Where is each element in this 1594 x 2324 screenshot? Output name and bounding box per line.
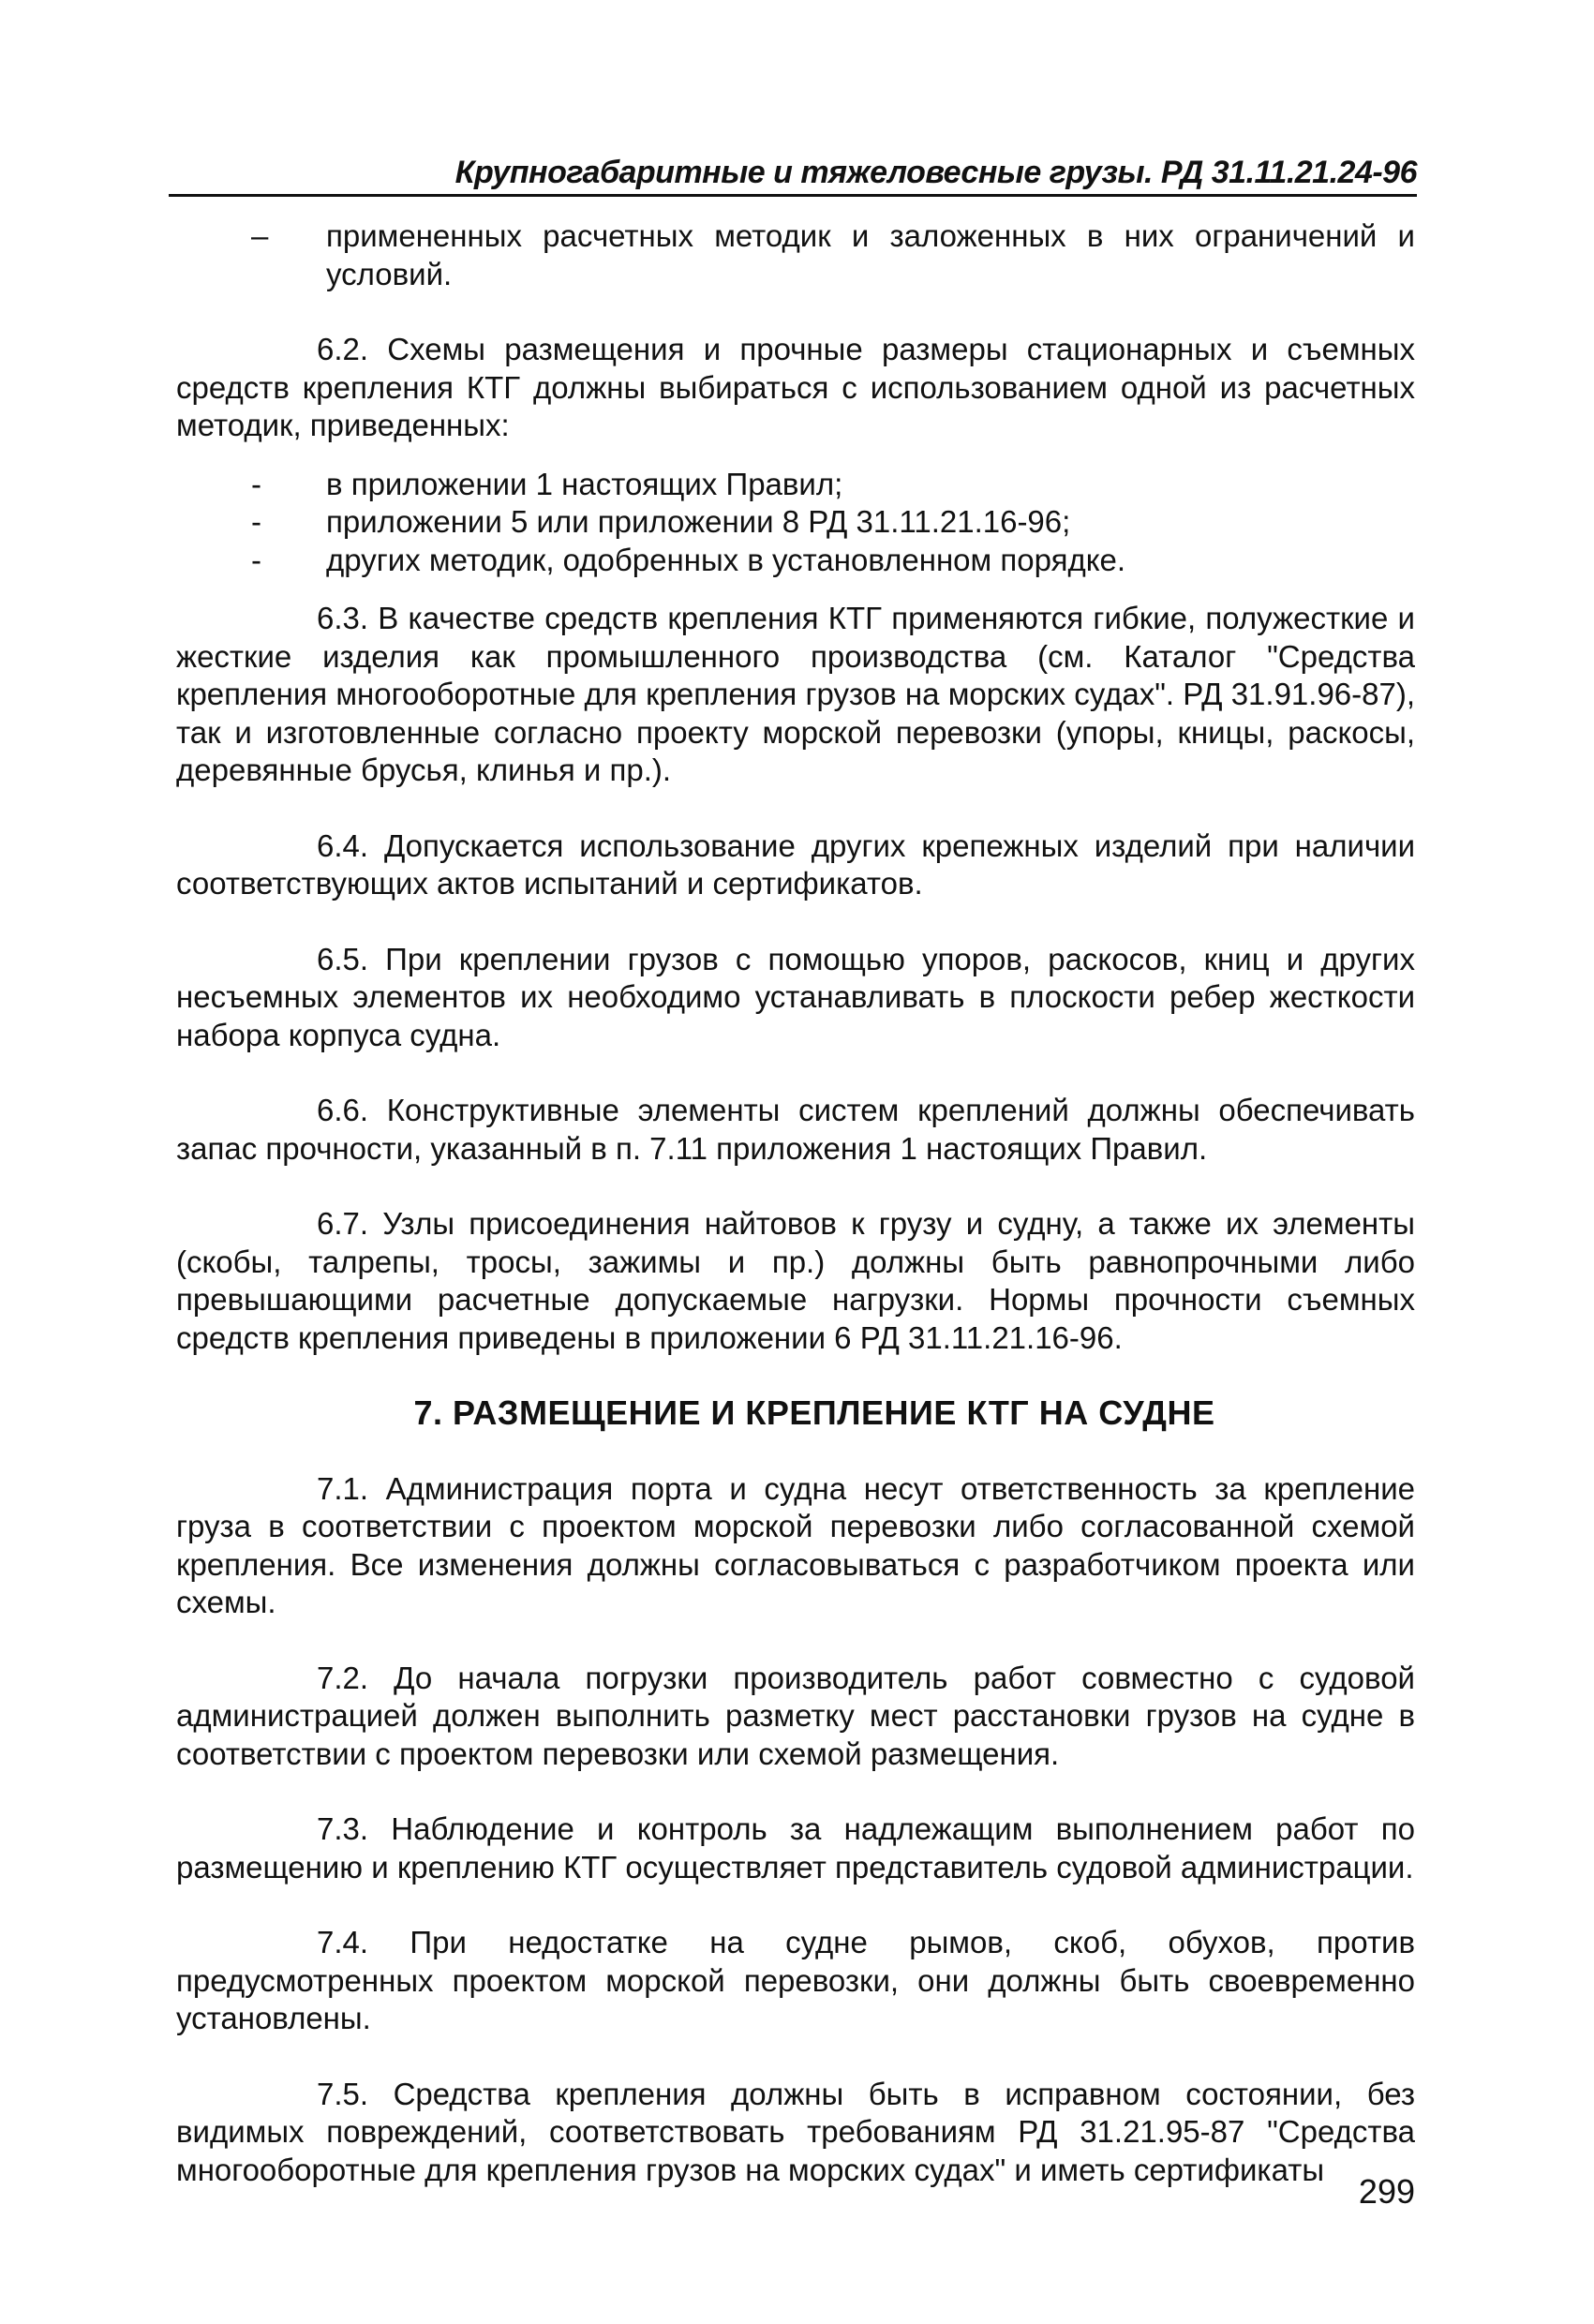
paragraph-6-5: 6.5. При креплении грузов с помощью упоров, раскосов, книц и других несъемных элементов их необходимо устанавливать в плоскости ребер жесткости набора корпуса судна. xyxy=(176,941,1415,1052)
header-rule xyxy=(169,194,1417,197)
list-item xyxy=(176,542,1415,580)
paragraph-6-3: 6.3. В качестве средств крепления КТГ применяются гибкие, полужесткие и жесткие изделия как промышленного производства (см. Каталог "Средства крепления многооборотные для крепления грузов на морских судах". РД 31.91.96-87), так и изготовленные согласно проекту морской перевозки (упоры, кницы, раскосы, деревянные брусья, клинья и пр.). xyxy=(176,601,1415,787)
page-body xyxy=(176,217,1415,2189)
list-item-text: других методик, одобренных в установленном порядке. xyxy=(326,542,1126,577)
paragraph-7-5: 7.5. Средства крепления должны быть в исправном состоянии, без видимых повреждений, соответствовать требованиям РД 31.21.95-87 "Средства многооборотные для крепления грузов на морских судах" и иметь сертификаты xyxy=(176,2076,1415,2187)
list-item xyxy=(176,466,1415,504)
list-item xyxy=(176,217,1415,293)
list-item-text: в приложении 1 настоящих Правил; xyxy=(326,466,843,501)
running-header: Крупногабаритные и тяжеловесные грузы. РД 31.11.21.24-96 xyxy=(454,155,1417,190)
list-item-text: примененных расчетных методик и заложенных в них ограничений и условий. xyxy=(326,218,1415,291)
list-dash: – xyxy=(251,218,269,253)
paragraph-7-3: 7.3. Наблюдение и контроль за надлежащим выполнением работ по размещению и креплению КТГ осуществляет представитель судовой администрации. xyxy=(176,1811,1415,1885)
list-dash: - xyxy=(251,542,261,577)
paragraph-7-2: 7.2. До начала погрузки производитель работ совместно с судовой администрацией должен выполнить разметку мест расстановки грузов на судне в соответствии с проектом перевозки или схемой размещения. xyxy=(176,1660,1415,1771)
section-title: 7. РАЗМЕЩЕНИЕ И КРЕПЛЕНИЕ КТГ НА СУДНЕ xyxy=(413,1393,1215,1432)
list-item-text: приложении 5 или приложении 8 РД 31.11.21.16-96; xyxy=(326,504,1071,539)
paragraph-6-6: 6.6. Конструктивные элементы систем креплений должны обеспечивать запас прочности, указанный в п. 7.11 приложения 1 настоящих Правил. xyxy=(176,1093,1415,1166)
list-dash: - xyxy=(251,504,261,539)
paragraph-6-2: 6.2. Схемы размещения и прочные размеры стационарных и съемных средств крепления КТГ должны выбираться с использованием одной из расчетных методик, приведенных: xyxy=(176,332,1415,442)
page-number: 299 xyxy=(1358,2172,1415,2211)
paragraph-7-1: 7.1. Администрация порта и судна несут ответственность за крепление груза в соответствии с проектом морской перевозки либо согласованной схемой крепления. Все изменения должны согласовываться с разработчиком проекта или схемы. xyxy=(176,1470,1415,1619)
list-item xyxy=(176,503,1415,542)
paragraph-6-7: 6.7. Узлы присоединения найтовов к грузу и судну, а также их элементы (скобы, талрепы, тросы, зажимы и пр.) должны быть равнопрочными либо превышающими расчетные допускаемые нагрузки. Нормы прочности съемных средств крепления приведены в приложении 6 РД 31.11.21.16-96. xyxy=(176,1206,1415,1355)
paragraph-6-4: 6.4. Допускается использование других крепежных изделий при наличии соответствующих актов испытаний и сертификатов. xyxy=(176,827,1415,901)
list-dash: - xyxy=(251,466,261,501)
paragraph-7-4: 7.4. При недостатке на судне рымов, скоб, обухов, против предусмотренных проектом морской перевозки, они должны быть своевременно установлены. xyxy=(176,1925,1415,2035)
